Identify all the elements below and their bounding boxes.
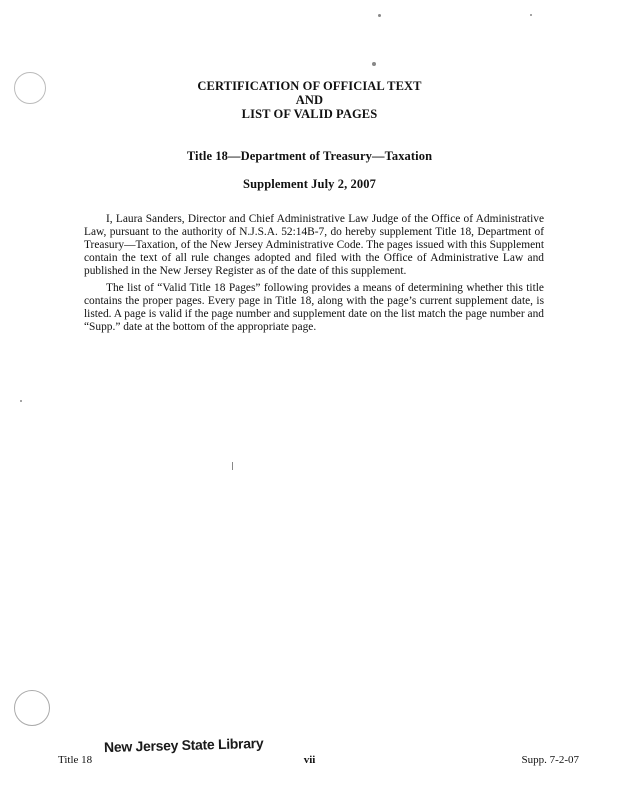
supplement-date-heading: Supplement July 2, 2007 bbox=[243, 177, 376, 191]
footer-page-number: vii bbox=[303, 754, 316, 766]
valid-pages-paragraph bbox=[84, 282, 544, 334]
scan-speck bbox=[232, 462, 233, 470]
paragraph-text: The list of “Valid Title 18 Pages” following provides a means of determining whether this title contains the proper pages. Every page in Title 18, along with the page’s current supplement date, is listed. A page is valid if the page number and supplement date on the list match the page number and “Supp.” date at the bottom of the appropriate page. bbox=[84, 282, 544, 333]
heading-line-3: LIST OF VALID PAGES bbox=[241, 107, 378, 121]
scan-hole-mark bbox=[14, 72, 46, 104]
scan-speck bbox=[530, 14, 532, 16]
paragraph-text: I, Laura Sanders, Director and Chief Administrative Law Judge of the Office of Administrative Law, pursuant to the authority of N.J.S.A. 52:14B-7, do hereby supplement Title 18, Department of Treasury—Taxation, of the New Jersey Administrative Code. The pages issued with this Supplement contain the text of all rule changes adopted and filed with the Office of Administrative Law and published in the New Jersey Register as of the date of this supplement. bbox=[84, 213, 544, 277]
scan-speck bbox=[378, 14, 381, 17]
scan-speck bbox=[372, 62, 376, 66]
title-subheading: Title 18—Department of Treasury—Taxation bbox=[186, 149, 433, 163]
scan-hole-mark bbox=[14, 690, 50, 726]
scan-speck bbox=[20, 400, 22, 402]
library-stamp: New Jersey State Library bbox=[103, 734, 264, 756]
certification-heading bbox=[0, 79, 619, 121]
certification-paragraph bbox=[84, 213, 544, 278]
footer-title: Title 18 bbox=[58, 754, 93, 766]
heading-line-2: AND bbox=[295, 93, 324, 107]
heading-line-1: CERTIFICATION OF OFFICIAL TEXT bbox=[197, 79, 422, 93]
footer-supp-date: Supp. 7-2-07 bbox=[521, 754, 579, 766]
